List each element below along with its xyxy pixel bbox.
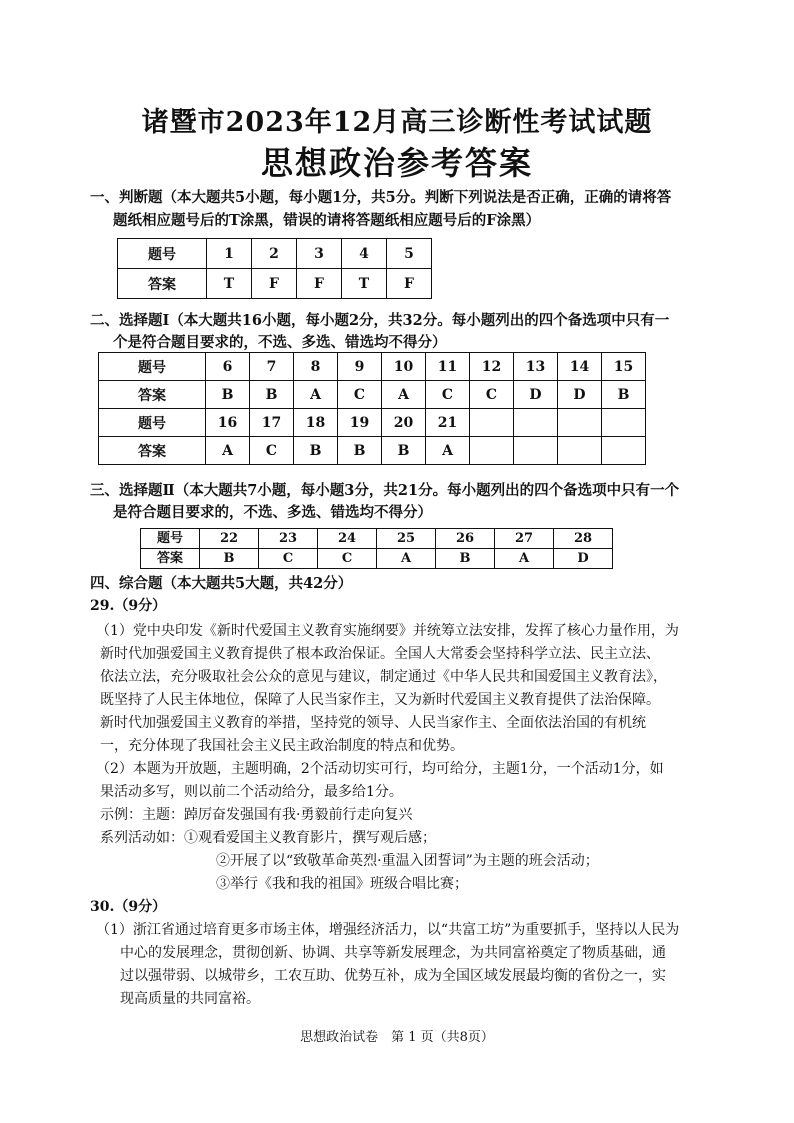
section2-heading-line1: 二、选择题Ⅰ（本大题共16小题，每小题2分，共32分。每小题列出的四个备选项中只有一 bbox=[90, 312, 670, 329]
table-cell: 28 bbox=[554, 529, 613, 549]
table-cell: 6 bbox=[206, 353, 250, 381]
table-cell: 25 bbox=[377, 529, 436, 549]
table-cell: 15 bbox=[602, 353, 646, 381]
table-cell: 4 bbox=[342, 239, 387, 269]
table-cell: 23 bbox=[259, 529, 318, 549]
row-label: 题号 bbox=[141, 529, 200, 549]
section2-heading-line2: 个是符合题目要求的，不选、多选、错选均不得分） bbox=[113, 334, 447, 351]
table-cell: B bbox=[436, 549, 495, 569]
q29-activity-1: 系列活动如：①观看爱国主义教育影片，撰写观后感； bbox=[100, 830, 436, 846]
table-cell bbox=[470, 437, 514, 465]
table-cell: A bbox=[294, 381, 338, 409]
table-cell bbox=[602, 437, 646, 465]
table-cell: D bbox=[514, 381, 558, 409]
section3-heading-line2: 是符合题目要求的，不选、多选、错选均不得分） bbox=[113, 504, 432, 521]
table-cell: 11 bbox=[426, 353, 470, 381]
q29-part1-line5: 新时代加强爱国主义教育的举措，坚持党的领导、人民当家作主、全面依法治国的有机统 bbox=[100, 715, 646, 731]
q29-example-theme: 示例：主题：踔厉奋发强国有我·勇毅前行走向复兴 bbox=[100, 807, 413, 823]
table-cell: B bbox=[250, 381, 294, 409]
table-cell: C bbox=[318, 549, 377, 569]
table-cell: 2 bbox=[252, 239, 297, 269]
table-cell: 26 bbox=[436, 529, 495, 549]
section3-answer-table bbox=[140, 528, 613, 569]
table-row bbox=[99, 437, 646, 465]
row-label: 答案 bbox=[118, 269, 207, 299]
row-label: 题号 bbox=[99, 409, 206, 437]
section1-heading-line2: 题纸相应题号后的T涂黑，错误的请将答题纸相应题号后的F涂黑） bbox=[113, 212, 541, 229]
section1-answer-table bbox=[117, 238, 432, 299]
table-cell: A bbox=[495, 549, 554, 569]
table-cell: 16 bbox=[206, 409, 250, 437]
table-cell: 13 bbox=[514, 353, 558, 381]
exam-title: 诸暨市2023年12月高三诊断性考试试题 bbox=[141, 107, 653, 138]
table-cell: B bbox=[602, 381, 646, 409]
table-cell: B bbox=[206, 381, 250, 409]
table-row bbox=[99, 381, 646, 409]
row-label: 答案 bbox=[99, 437, 206, 465]
table-cell: A bbox=[382, 381, 426, 409]
row-label: 答案 bbox=[99, 381, 206, 409]
table-cell: F bbox=[387, 269, 432, 299]
table-cell: 27 bbox=[495, 529, 554, 549]
table-cell bbox=[514, 437, 558, 465]
q29-part2-line1: （2）本题为开放题，主题明确，2个活动切实可行，均可给分，主题1分，一个活动1分，如 bbox=[96, 761, 664, 777]
q30-part1-line1: （1）浙江省通过培育更多市场主体，增强经济活力，以“共富工坊”为重要抓手，坚持以人民为 bbox=[96, 922, 680, 938]
q29-activity-3: ③举行《我和我的祖国》班级合唱比赛； bbox=[216, 876, 468, 892]
q29-activity-2: ②开展了以“致敬革命英烈·重温入团誓词”为主题的班会活动； bbox=[216, 853, 599, 869]
q30-label: 30.（9分） bbox=[90, 899, 167, 915]
table-cell: 22 bbox=[200, 529, 259, 549]
section4-heading: 四、综合题（本大题共5大题，共42分） bbox=[90, 575, 353, 592]
table-cell: T bbox=[342, 269, 387, 299]
table-cell: F bbox=[252, 269, 297, 299]
table-cell: 12 bbox=[470, 353, 514, 381]
table-cell: C bbox=[259, 549, 318, 569]
answer-key-subtitle: 思想政治参考答案 bbox=[260, 144, 533, 182]
q29-label: 29.（9分） bbox=[90, 598, 167, 614]
table-cell: A bbox=[377, 549, 436, 569]
table-cell: 19 bbox=[338, 409, 382, 437]
table-row bbox=[118, 269, 432, 299]
table-cell: 21 bbox=[426, 409, 470, 437]
table-cell: 8 bbox=[294, 353, 338, 381]
table-cell: 18 bbox=[294, 409, 338, 437]
table-row bbox=[141, 549, 613, 569]
table-cell: B bbox=[294, 437, 338, 465]
table-cell: B bbox=[200, 549, 259, 569]
table-cell: 17 bbox=[250, 409, 294, 437]
table-cell: D bbox=[558, 381, 602, 409]
q30-part1-line4: 现高质量的共同富裕。 bbox=[120, 991, 260, 1007]
table-cell bbox=[602, 409, 646, 437]
q29-part1-line2: 新时代加强爱国主义教育提供了根本政治保证。全国人大常委会坚持科学立法、民主立法、 bbox=[100, 646, 660, 662]
section3-heading-line1: 三、选择题Ⅱ（本大题共7小题，每小题3分，共21分。每小题列出的四个备选项中只有一个 bbox=[90, 482, 680, 499]
table-cell: 7 bbox=[250, 353, 294, 381]
table-cell: 9 bbox=[338, 353, 382, 381]
table-cell: C bbox=[426, 381, 470, 409]
table-row bbox=[99, 409, 646, 437]
table-row bbox=[141, 529, 613, 549]
table-cell: 1 bbox=[207, 239, 252, 269]
q29-part1-line1: （1）党中央印发《新时代爱国主义教育实施纲要》并统筹立法安排，发挥了核心力量作用，为 bbox=[96, 623, 679, 639]
table-cell: 24 bbox=[318, 529, 377, 549]
table-cell: B bbox=[382, 437, 426, 465]
table-cell: F bbox=[297, 269, 342, 299]
table-cell: C bbox=[250, 437, 294, 465]
table-cell bbox=[558, 437, 602, 465]
q29-part1-line4: 既坚持了人民主体地位，保障了人民当家作主，又为新时代爱国主义教育提供了法治保障。 bbox=[100, 692, 660, 708]
table-cell: A bbox=[426, 437, 470, 465]
table-cell bbox=[558, 409, 602, 437]
q29-part2-line2: 果活动多写，则以前二个活动给分，最多给1分。 bbox=[100, 784, 403, 800]
table-cell: 10 bbox=[382, 353, 426, 381]
section2-answer-table bbox=[98, 352, 646, 465]
section1-heading-line1: 一、判断题（本大题共5小题，每小题1分，共5分。判断下列说法是否正确，正确的请将答 bbox=[90, 189, 672, 206]
table-cell: A bbox=[206, 437, 250, 465]
table-cell: 14 bbox=[558, 353, 602, 381]
row-label: 题号 bbox=[118, 239, 207, 269]
table-cell: T bbox=[207, 269, 252, 299]
q29-part1-line3: 依法立法，充分吸取社会公众的意见与建议，制定通过《中华人民共和国爱国主义教育法》， bbox=[100, 669, 667, 685]
q30-part1-line2: 中心的发展理念，贯彻创新、协调、共享等新发展理念，为共同富裕奠定了物质基础，通 bbox=[120, 945, 666, 961]
page-footer: 思想政治试卷 第 1 页（共8页） bbox=[300, 1030, 494, 1045]
row-label: 题号 bbox=[99, 353, 206, 381]
table-cell: B bbox=[338, 437, 382, 465]
table-row bbox=[118, 239, 432, 269]
table-cell: 5 bbox=[387, 239, 432, 269]
table-cell: 3 bbox=[297, 239, 342, 269]
table-cell bbox=[514, 409, 558, 437]
table-row bbox=[99, 353, 646, 381]
q29-part1-line6: 一，充分体现了我国社会主义民主政治制度的特点和优势。 bbox=[100, 738, 464, 754]
row-label: 答案 bbox=[141, 549, 200, 569]
table-cell: D bbox=[554, 549, 613, 569]
table-cell: C bbox=[338, 381, 382, 409]
table-cell: C bbox=[470, 381, 514, 409]
table-cell: 20 bbox=[382, 409, 426, 437]
table-cell bbox=[470, 409, 514, 437]
q30-part1-line3: 过以强带弱、以城带乡，工农互助、优势互补，成为全国区域发展最均衡的省份之一，实 bbox=[120, 968, 666, 984]
